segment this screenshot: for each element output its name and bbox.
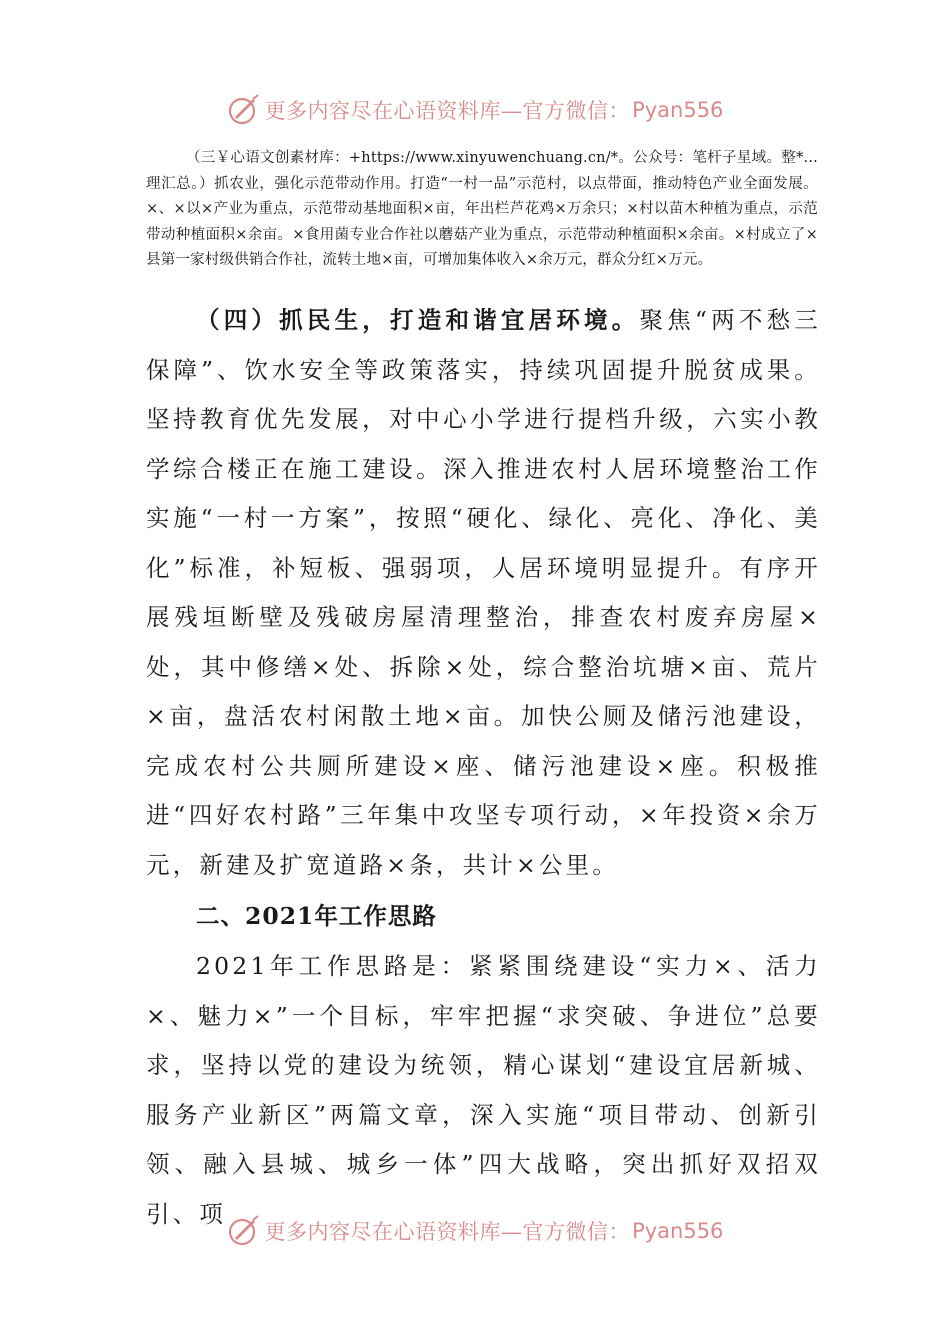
watermark-text: 更多内容尽在心语资料库—官方微信： <box>264 1220 631 1244</box>
watermark-wechat-id: Pyan556 <box>632 98 724 122</box>
section-4-paragraph <box>146 296 821 890</box>
watermark-text: 更多内容尽在心语资料库—官方微信： <box>264 99 631 123</box>
watermark-footer <box>0 1211 950 1251</box>
pen-logo-icon <box>227 1214 261 1248</box>
pen-logo-icon <box>227 93 261 127</box>
section-4-body: 聚焦“两不愁三保障”、饮水安全等政策落实，持续巩固提升脱贫成果。坚持教育优先发展，对中心小学进行提档升级，六实小教学综合楼正在施工建设。深入推进农村人居环境整治工作实施“一村一方案”，按照“硬化、绿化、亮化、净化、美化”标准，补短板、强弱项，人居环境明显提升。有序开展残垣断壁及残破房屋清理整治，排查农村废弃房屋×处，其中修缮×处、拆除×处，综合整治坑塘×亩、荒片×亩，盘活农村闲散土地×亩。加快公厕及储污池建设，完成农村公共厕所建设×座、储污池建设×座。积极推进“四好农村路”三年集中攻坚专项行动，×年投资×余万元，新建及扩宽道路×条，共计×公里。 <box>146 306 822 879</box>
watermark-header <box>0 90 950 130</box>
small-paragraph: （三￥心语文创素材库：+https://www.xinyuwenchuang.cn/*。公众号：笔杆子星域。整*...理汇总。）抓农业，强化示范带动作用。打造“一村一品”示范村，以点带面，推动特色产业全面发展。×、×以×产业为重点，示范带动基地面积×亩，年出栏芦花鸡×万余只；×村以苗木种植为重点，示范带动种植面积×余亩。×食用菌专业合作社以蘑菇产业为重点，示范带动种植面积×余亩。×村成立了×县第一家村级供销合作社，流转土地×亩，可增加集体收入×余万元，群众分红×万元。 <box>146 150 818 268</box>
section-heading-2: 二、2021年工作思路 <box>196 902 437 930</box>
watermark-wechat-id: Pyan556 <box>632 1219 724 1243</box>
work-plan-paragraph: 2021年工作思路是：紧紧围绕建设“实力×、活力×、魅力×”一个目标，牢牢把握“求突破、争进位”总要求，坚持以党的建设为统领，精心谋划“建设宜居新城、服务产业新区”两篇文章，深入实施“项目带动、创新引领、融入县城、城乡一体”四大战略，突出抓好双招双引、项 <box>146 952 821 1228</box>
section-4-title: （四）抓民生，打造和谐宜居环境。 <box>196 306 640 334</box>
